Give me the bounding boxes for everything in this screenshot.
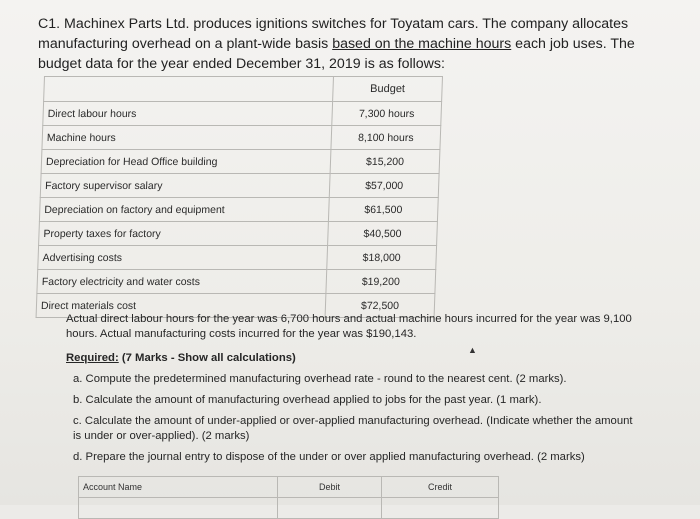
budget-row-label: Direct materials cost xyxy=(36,294,326,318)
budget-row-label: Direct labour hours xyxy=(43,102,333,126)
budget-row-value: $18,000 xyxy=(327,246,437,270)
budget-row xyxy=(43,102,442,126)
journal-header-row xyxy=(79,477,499,498)
budget-header-empty xyxy=(44,77,334,102)
required-heading xyxy=(66,351,636,366)
budget-row-value: $57,000 xyxy=(329,174,439,198)
question-d: d. Prepare the journal entry to dispose of the under or over applied manufacturing overhead. (2 marks) xyxy=(73,451,585,463)
budget-row xyxy=(37,270,436,294)
budget-row xyxy=(40,174,439,198)
question-a: a. Compute the predetermined manufacturing overhead rate - round to the nearest cent. (2 marks). xyxy=(73,373,567,385)
budget-row xyxy=(41,150,440,174)
journal-header-account: Account Name xyxy=(79,477,278,498)
journal-row xyxy=(79,498,499,519)
budget-row xyxy=(39,222,438,246)
budget-header-row xyxy=(44,77,443,102)
budget-row-label: Advertising costs xyxy=(38,246,328,270)
journal-cell[interactable] xyxy=(382,498,499,519)
question-c: c. Calculate the amount of under-applied or over-applied manufacturing overhead. (Indicate whether the amount is under or over-applied). (2 marks) xyxy=(73,415,633,442)
budget-row-label: Property taxes for factory xyxy=(39,222,329,246)
budget-row-label: Factory electricity and water costs xyxy=(37,270,327,294)
journal-header-debit: Debit xyxy=(278,477,382,498)
intro-underlined-text: based on the machine hours xyxy=(332,36,512,52)
budget-row-value: 7,300 hours xyxy=(332,102,442,126)
budget-row-value: $72,500 xyxy=(325,294,435,318)
budget-row xyxy=(38,246,437,270)
budget-row xyxy=(42,126,441,150)
budget-row-label: Depreciation on factory and equipment xyxy=(39,198,329,222)
journal-cell[interactable] xyxy=(278,498,382,519)
intro-text-1: C1. Machinex Parts Ltd. produces ignitions switches for Toyatam cars. The company allocates manufacturing overhead on a plant-wide basis xyxy=(38,16,629,52)
required-label: Required: xyxy=(66,352,119,364)
problem-intro xyxy=(38,14,668,74)
journal-cell[interactable] xyxy=(79,498,278,519)
journal-table xyxy=(78,476,499,519)
budget-row-label: Machine hours xyxy=(42,126,332,150)
question-b: b. Calculate the amount of manufacturing overhead applied to jobs for the past year. (1 mark). xyxy=(73,394,542,406)
intro-text-2: each job uses. The budget data for the year ended December 31, 2019 is as follows: xyxy=(38,36,635,72)
budget-table xyxy=(36,76,443,318)
budget-row-value: $61,500 xyxy=(328,198,438,222)
budget-row xyxy=(39,198,438,222)
budget-row-value: $40,500 xyxy=(328,222,438,246)
journal-header-credit: Credit xyxy=(382,477,499,498)
budget-row-label: Depreciation for Head Office building xyxy=(41,150,331,174)
budget-row-value: $15,200 xyxy=(330,150,440,174)
problem-notes xyxy=(66,312,636,465)
mouse-cursor-icon: ▲ xyxy=(468,345,477,355)
required-detail: (7 Marks - Show all calculations) xyxy=(118,352,296,364)
actual-results-text: Actual direct labour hours for the year was 6,700 hours and actual machine hours incurred for the year was 9,100 hours. Actual manufacturing costs incurred for the year was $190,143. xyxy=(66,313,632,340)
budget-row-value: 8,100 hours xyxy=(331,126,441,150)
budget-row-value: $19,200 xyxy=(326,270,436,294)
budget-row-label: Factory supervisor salary xyxy=(40,174,330,198)
budget-header: Budget xyxy=(333,77,443,102)
